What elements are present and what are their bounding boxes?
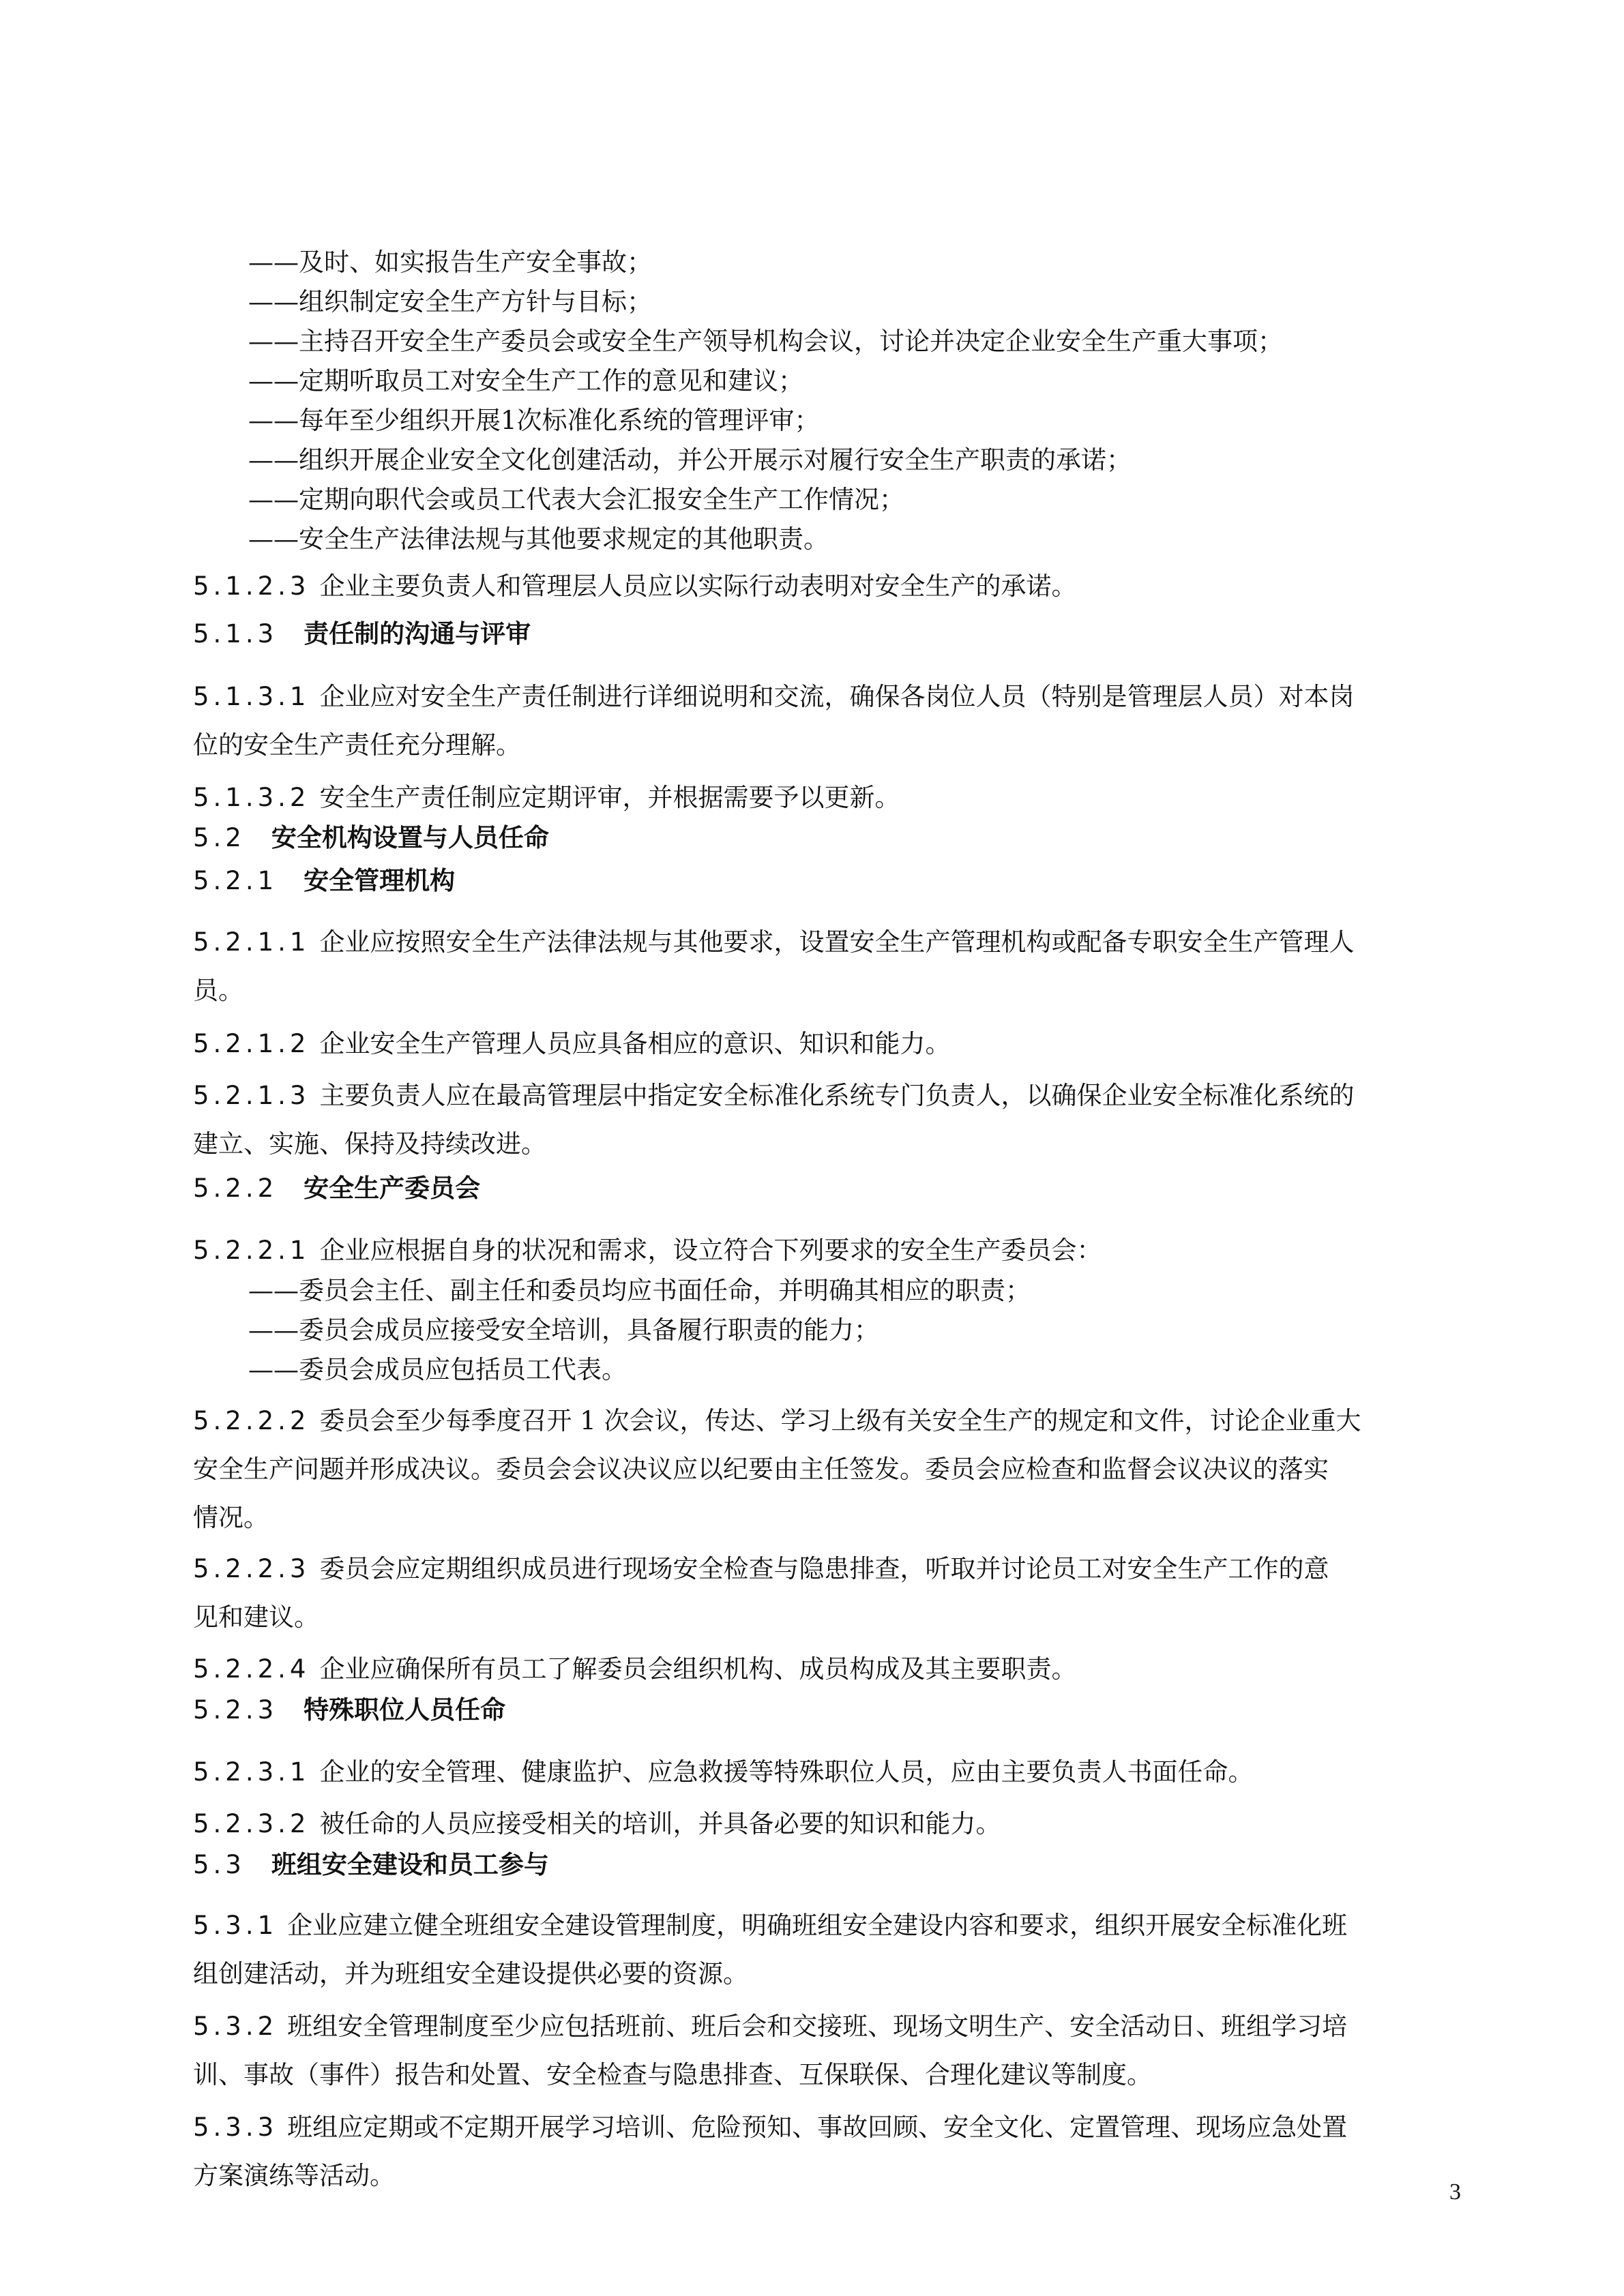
section-heading-5-1-3 [0,618,1624,650]
clause-text: 委员会应定期组织成员进行现场安全检查与隐患排查，听取并讨论员工对安全生产工作的意 [319,1554,1329,1583]
clause-continuation: 安全生产问题并形成决议。委员会会议决议应以纪要由主任签发。委员会应检查和监督会议决议的落实 [193,1455,1329,1484]
clause-number: 5.3.1 [193,1911,278,1940]
clause-5-3-1 [0,1910,1624,1941]
section-heading-5-2 [0,822,1624,854]
clause-text: 企业的安全管理、健康监护、应急救援等特殊职位人员，应由主要负责人书面任命。 [319,1757,1254,1787]
section-title: 安全管理机构 [304,866,456,895]
list-item: ——定期听取员工对安全生产工作的意见和建议； [248,366,803,396]
clause-5-3-2 [0,2011,1624,2042]
section-heading-5-2-1 [0,865,1624,897]
clause-text: 企业安全生产管理人员应具备相应的意识、知识和能力。 [319,1029,951,1058]
section-title: 安全生产委员会 [304,1174,481,1203]
clause-number: 5.2.3.1 [193,1757,310,1787]
clause-number: 5.3.3 [193,2113,278,2142]
clause-number: 5.2.1.1 [193,927,310,957]
clause-5-2-2-2 [0,1405,1624,1437]
section-number: 5.2 [193,823,246,852]
clause-5-1-3-2 [0,782,1624,814]
clause-number: 5.1.3.2 [193,783,310,812]
clause-continuation: 方案演练等活动。 [193,2161,395,2190]
clause-5-3-3 [0,2112,1624,2143]
section-heading-5-2-2 [0,1173,1624,1204]
clause-5-1-2-3 [0,571,1624,602]
clause-continuation: 情况。 [193,1503,269,1532]
list-item: ——组织开展企业安全文化创建活动，并公开展示对履行安全生产职责的承诺； [248,445,1132,475]
page-number: 3 [1449,2179,1461,2205]
clause-text: 被任命的人员应接受相关的培训，并具备必要的知识和能力。 [319,1809,1001,1838]
clause-5-2-1-1 [0,927,1624,958]
clause-text: 企业应确保所有员工了解委员会组织机构、成员构成及其主要职责。 [319,1654,1077,1684]
section-title: 特殊职位人员任命 [304,1695,506,1725]
clause-text: 安全生产责任制应定期评审，并根据需要予以更新。 [319,783,900,812]
list-item: ——主持召开安全生产委员会或安全生产领导机构会议，讨论并决定企业安全生产重大事项； [248,327,1283,356]
section-heading-5-3 [0,1849,1624,1881]
clause-continuation: 建立、实施、保持及持续改进。 [193,1129,546,1159]
clause-text: 委员会至少每季度召开 1 次会议，传达、学习上级有关安全生产的规定和文件，讨论企业重大 [319,1406,1361,1435]
clause-text: 企业应对安全生产责任制进行详细说明和交流，确保各岗位人员（特别是管理层人员）对本岗 [319,682,1355,711]
clause-5-2-2-1 [0,1235,1624,1266]
clause-continuation: 组创建活动，并为班组安全建设提供必要的资源。 [193,1959,748,1988]
clause-text: 企业应建立健全班组安全建设管理制度，明确班组安全建设内容和要求，组织开展安全标准化班 [287,1911,1348,1940]
list-item: ——及时、如实报告生产安全事故； [248,248,652,277]
section-title: 安全机构设置与人员任命 [271,823,549,852]
clause-continuation: 见和建议。 [193,1602,319,1632]
clause-5-2-1-3 [0,1080,1624,1112]
list-item: ——每年至少组织开展1次标准化系统的管理评审； [248,406,820,435]
clause-text: 班组安全管理制度至少应包括班前、班后会和交接班、现场文明生产、安全活动日、班组学习培 [287,2012,1348,2041]
clause-5-2-3-1 [0,1757,1624,1788]
clause-5-2-2-3 [0,1553,1624,1585]
section-number: 5.2.3 [193,1695,278,1725]
section-number: 5.2.2 [193,1174,278,1203]
clause-continuation: 位的安全生产责任充分理解。 [193,730,521,760]
clause-number: 5.1.3.1 [193,682,310,711]
clause-number: 5.3.2 [193,2012,278,2041]
section-number: 5.1.3 [193,619,278,648]
clause-5-1-3-1 [0,681,1624,713]
section-heading-5-2-3 [0,1695,1624,1726]
clause-continuation: 训、事故（事件）报告和处置、安全检查与隐患排查、互保联保、合理化建议等制度。 [193,2060,1152,2089]
clause-number: 5.2.1.3 [193,1081,310,1110]
clause-text: 企业主要负责人和管理层人员应以实际行动表明对安全生产的承诺。 [319,571,1077,601]
clause-text: 主要负责人应在最高管理层中指定安全标准化系统专门负责人，以确保企业安全标准化系统的 [319,1081,1355,1110]
clause-number: 5.2.2.4 [193,1654,310,1684]
clause-text: 企业应根据自身的状况和需求，设立符合下列要求的安全生产委员会： [319,1236,1102,1265]
section-title: 责任制的沟通与评审 [304,619,531,648]
clause-5-2-2-4 [0,1654,1624,1685]
clause-number: 5.2.2.2 [193,1406,310,1435]
clause-text: 企业应按照安全生产法律法规与其他要求，设置安全生产管理机构或配备专职安全生产管理人 [319,927,1355,957]
list-item: ——委员会主任、副主任和委员均应书面任命，并明确其相应的职责； [248,1276,1031,1305]
clause-text: 班组应定期或不定期开展学习培训、危险预知、事故回顾、安全文化、定置管理、现场应急处置 [287,2113,1348,2142]
section-title: 班组安全建设和员工参与 [271,1850,549,1879]
clause-continuation: 员。 [193,976,243,1005]
list-item: ——定期向职代会或员工代表大会汇报安全生产工作情况； [248,485,904,514]
section-number: 5.3 [193,1850,246,1879]
list-item: ——委员会成员应包括员工代表。 [248,1355,627,1384]
clause-number: 5.2.3.2 [193,1809,310,1838]
clause-number: 5.2.1.2 [193,1029,310,1058]
list-item: ——委员会成员应接受安全培训，具备履行职责的能力； [248,1315,879,1345]
clause-number: 5.2.2.3 [193,1554,310,1583]
section-number: 5.2.1 [193,866,278,895]
clause-number: 5.2.2.1 [193,1236,310,1265]
clause-5-2-1-2 [0,1028,1624,1060]
list-item: ——组织制定安全生产方针与目标； [248,287,652,316]
list-item: ——安全生产法律法规与其他要求规定的其他职责。 [248,524,829,554]
clause-number: 5.1.2.3 [193,571,310,601]
clause-5-2-3-2 [0,1808,1624,1840]
